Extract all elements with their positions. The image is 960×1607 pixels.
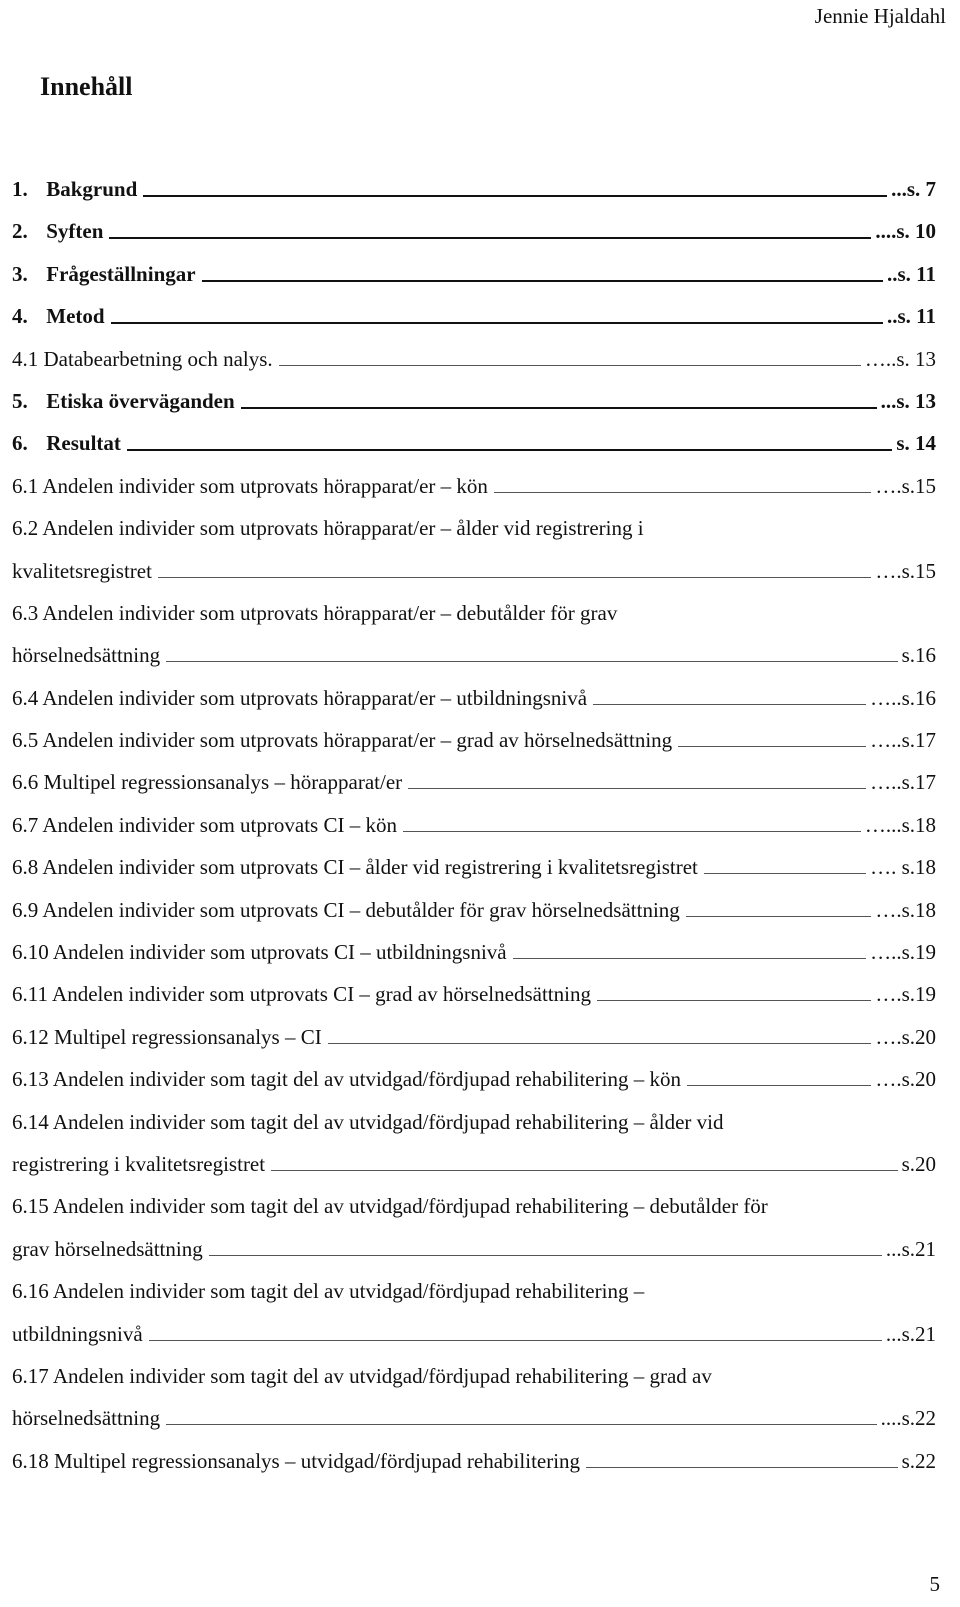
- toc-entry-page: ..s. 11: [886, 304, 936, 329]
- toc-entry-number: 2.: [12, 219, 28, 244]
- toc-leader: [687, 1085, 871, 1086]
- toc-entry-title: 6.18 Multipel regressionsanalys – utvidgad/fördjupad rehabilitering: [12, 1448, 581, 1473]
- toc-entry-title: kvalitetsregistret: [12, 558, 152, 583]
- toc-entry-text: [12, 1355, 712, 1397]
- toc-entry-text: [12, 719, 672, 761]
- toc-entry-title: 6.11 Andelen individer som utprovats CI – grad av hörselnedsättning: [12, 982, 591, 1007]
- toc-entry[interactable]: [0, 422, 960, 464]
- toc-entry[interactable]: [0, 1313, 960, 1355]
- toc-entry-text: [12, 677, 587, 719]
- toc-entry-title: 6.8 Andelen individer som utprovats CI – ålder vid registrering i kvalitetsregistret: [12, 855, 698, 880]
- toc-entry-text: [12, 338, 273, 380]
- toc-entry-title: 6.16 Andelen individer som tagit del av utvidgad/fördjupad rehabilitering –: [12, 1279, 645, 1304]
- toc-entry-title: 6.6 Multipel regressionsanalys – hörapparat/er: [12, 770, 403, 795]
- toc-entry-title: 6.1 Andelen individer som utprovats hörapparat/er – kön: [12, 473, 488, 498]
- toc-entry-page: …..s. 13: [864, 346, 936, 371]
- toc-entry-title: 6.12 Multipel regressionsanalys – CI: [12, 1024, 322, 1049]
- toc-entry[interactable]: [0, 846, 960, 888]
- toc-leader: [202, 280, 883, 282]
- toc-leader: [143, 195, 887, 197]
- toc-entry-number: 1.: [12, 177, 28, 201]
- toc-leader: [111, 322, 883, 324]
- toc-entry-text: [12, 804, 397, 846]
- toc-entry[interactable]: [0, 889, 960, 931]
- toc-entry[interactable]: [0, 1228, 960, 1270]
- toc-entry-text: [12, 380, 235, 422]
- toc-entry-page: s.20: [901, 1151, 936, 1176]
- toc-entry-title: 6.14 Andelen individer som tagit del av utvidgad/fördjupad rehabilitering – ålder vid: [12, 1109, 724, 1134]
- toc-entry-title: grav hörselnedsättning: [12, 1236, 203, 1261]
- toc-entry-text: [12, 507, 644, 549]
- toc-entry-title: 6.9 Andelen individer som utprovats CI – debutålder för grav hörselnedsättning: [12, 897, 680, 922]
- toc-entry[interactable]: [0, 804, 960, 846]
- toc-entry-text: [12, 973, 591, 1015]
- toc-entry[interactable]: [0, 168, 960, 210]
- toc-entry-text: [12, 846, 698, 888]
- toc-entry-text: [12, 550, 152, 592]
- toc-entry-title: Resultat: [46, 431, 121, 456]
- toc-entry[interactable]: [0, 1016, 960, 1058]
- header-author: Jennie Hjaldahl: [814, 4, 946, 28]
- toc-entry[interactable]: [0, 634, 960, 676]
- toc-entry-number: 6.: [12, 431, 28, 456]
- toc-entry-title: 6.15 Andelen individer som tagit del av utvidgad/fördjupad rehabilitering – debutålder för: [12, 1194, 768, 1219]
- toc-entry[interactable]: [0, 550, 960, 592]
- toc-entry-text: [12, 1016, 322, 1058]
- toc-leader: [593, 704, 866, 705]
- toc-entry-title: 6.3 Andelen individer som utprovats hörapparat/er – debutålder för grav: [12, 600, 618, 625]
- toc-entry-title: Etiska överväganden: [46, 388, 235, 413]
- toc-entry[interactable]: [0, 507, 960, 549]
- toc-leader: [513, 958, 866, 959]
- toc-entry-text: [12, 1397, 160, 1439]
- toc-entry-page: ….s.18: [875, 897, 936, 922]
- toc-entry[interactable]: [0, 465, 960, 507]
- toc-entry-title: Frågeställningar: [46, 261, 196, 286]
- toc-entry-text: [12, 1228, 203, 1270]
- toc-entry-page: ….s.15: [875, 473, 936, 498]
- toc-entry-title: utbildningsnivå: [12, 1321, 143, 1346]
- toc-entry-number: 5.: [12, 388, 28, 413]
- toc-entry-title: 6.13 Andelen individer som tagit del av utvidgad/fördjupad rehabilitering – kön: [12, 1067, 681, 1092]
- table-of-contents: [0, 168, 960, 1482]
- toc-leader: [494, 492, 871, 493]
- toc-entry-page: …..s.16: [870, 685, 936, 710]
- toc-leader: [209, 1255, 882, 1256]
- toc-entry-page: …..s.17: [870, 770, 936, 795]
- toc-entry-text: [12, 1058, 681, 1100]
- toc-entry-title: 6.7 Andelen individer som utprovats CI – kön: [12, 812, 397, 837]
- toc-entry-page: ….s.15: [875, 558, 936, 583]
- toc-entry-page: ...s. 7: [891, 177, 936, 201]
- toc-entry-text: [12, 761, 402, 803]
- toc-entry-number: 4.: [12, 304, 28, 329]
- toc-entry-page: ....s.22: [880, 1406, 936, 1431]
- toc-leader: [597, 1000, 871, 1001]
- toc-entry-text: [12, 422, 121, 464]
- toc-entry[interactable]: [0, 761, 960, 803]
- toc-entry[interactable]: [0, 253, 960, 295]
- toc-entry[interactable]: [0, 592, 960, 634]
- toc-leader: [241, 407, 877, 409]
- toc-entry-title: 6.17 Andelen individer som tagit del av utvidgad/fördjupad rehabilitering – grad av: [12, 1363, 712, 1388]
- toc-leader: [127, 449, 892, 451]
- toc-leader: [109, 237, 871, 239]
- toc-entry-text: [12, 1101, 724, 1143]
- toc-leader: [328, 1043, 871, 1044]
- toc-entry[interactable]: [0, 1397, 960, 1439]
- toc-entry-text: [12, 1313, 143, 1355]
- toc-entry[interactable]: [0, 1440, 960, 1482]
- toc-entry[interactable]: [0, 380, 960, 422]
- toc-entry-text: [12, 1185, 768, 1227]
- toc-entry[interactable]: [0, 210, 960, 252]
- toc-leader: [271, 1170, 898, 1171]
- toc-entry-page: ….s.19: [875, 982, 936, 1007]
- toc-entry-title: 6.5 Andelen individer som utprovats hörapparat/er – grad av hörselnedsättning: [12, 728, 673, 753]
- toc-entry-text: [12, 1143, 265, 1185]
- toc-entry-page: ....s. 10: [875, 219, 936, 244]
- toc-entry-text: [12, 634, 160, 676]
- toc-leader: [678, 746, 866, 747]
- toc-entry-page: ...s.21: [885, 1321, 936, 1346]
- toc-entry-text: [12, 1440, 580, 1482]
- toc-entry-text: [12, 168, 137, 210]
- toc-entry-page: ….s.20: [875, 1024, 936, 1049]
- toc-entry-title: Syften: [46, 219, 104, 244]
- toc-entry-title: hörselnedsättning: [12, 643, 161, 668]
- toc-leader: [408, 788, 866, 789]
- toc-entry-title: Bakgrund: [46, 177, 138, 201]
- toc-entry[interactable]: [0, 677, 960, 719]
- toc-entry[interactable]: [0, 719, 960, 761]
- toc-entry[interactable]: [0, 1143, 960, 1185]
- toc-entry[interactable]: [0, 1270, 960, 1312]
- toc-entry-text: [12, 592, 617, 634]
- toc-entry-page: …..s.19: [870, 940, 936, 965]
- toc-entry[interactable]: [0, 1185, 960, 1227]
- toc-entry-page: s.22: [901, 1448, 936, 1473]
- toc-entry-text: [12, 295, 105, 337]
- toc-entry-text: [12, 210, 103, 252]
- page-number: 5: [929, 1572, 940, 1596]
- toc-entry-title: 6.2 Andelen individer som utprovats hörapparat/er – ålder vid registrering i: [12, 516, 644, 541]
- toc-leader: [686, 916, 871, 917]
- toc-leader: [403, 831, 861, 832]
- toc-entry-page: …..s.17: [870, 728, 936, 753]
- toc-entry-title: 6.10 Andelen individer som utprovats CI – utbildningsnivå: [12, 940, 507, 965]
- toc-entry-page: ...s.21: [885, 1236, 936, 1261]
- toc-entry-text: [12, 253, 196, 295]
- toc-entry-page: s.16: [901, 643, 936, 668]
- toc-leader: [279, 365, 861, 366]
- toc-leader: [704, 873, 866, 874]
- toc-leader: [166, 661, 898, 662]
- toc-entry[interactable]: [0, 1058, 960, 1100]
- toc-entry[interactable]: [0, 1355, 960, 1397]
- toc-entry[interactable]: [0, 338, 960, 380]
- toc-entry[interactable]: [0, 973, 960, 1015]
- toc-entry[interactable]: [0, 295, 960, 337]
- toc-entry-page: …. s.18: [870, 855, 936, 880]
- toc-entry-text: [12, 1270, 644, 1312]
- toc-leader: [158, 577, 871, 578]
- toc-leader: [166, 1424, 877, 1425]
- toc-entry[interactable]: [0, 931, 960, 973]
- toc-leader: [586, 1467, 898, 1468]
- toc-entry-title: hörselnedsättning: [12, 1406, 161, 1431]
- toc-entry-text: [12, 931, 507, 973]
- toc-entry-title: 4.1 Databearbetning och nalys.: [12, 346, 273, 371]
- toc-entry-page: ...s. 13: [880, 388, 936, 413]
- toc-entry-page: s. 14: [896, 431, 936, 456]
- toc-entry[interactable]: [0, 1101, 960, 1143]
- toc-entry-text: [12, 465, 488, 507]
- toc-entry-page: ….s.20: [875, 1067, 936, 1092]
- toc-entry-title: 6.4 Andelen individer som utprovats hörapparat/er – utbildningsnivå: [12, 685, 588, 710]
- toc-entry-title: registrering i kvalitetsregistret: [12, 1151, 266, 1176]
- toc-entry-page: ..s. 11: [886, 261, 936, 286]
- toc-entry-title: Metod: [46, 304, 105, 329]
- toc-entry-page: …...s.18: [864, 812, 936, 837]
- toc-title: Innehåll: [40, 72, 133, 101]
- toc-entry-text: [12, 889, 680, 931]
- toc-leader: [149, 1340, 882, 1341]
- toc-entry-number: 3.: [12, 261, 28, 286]
